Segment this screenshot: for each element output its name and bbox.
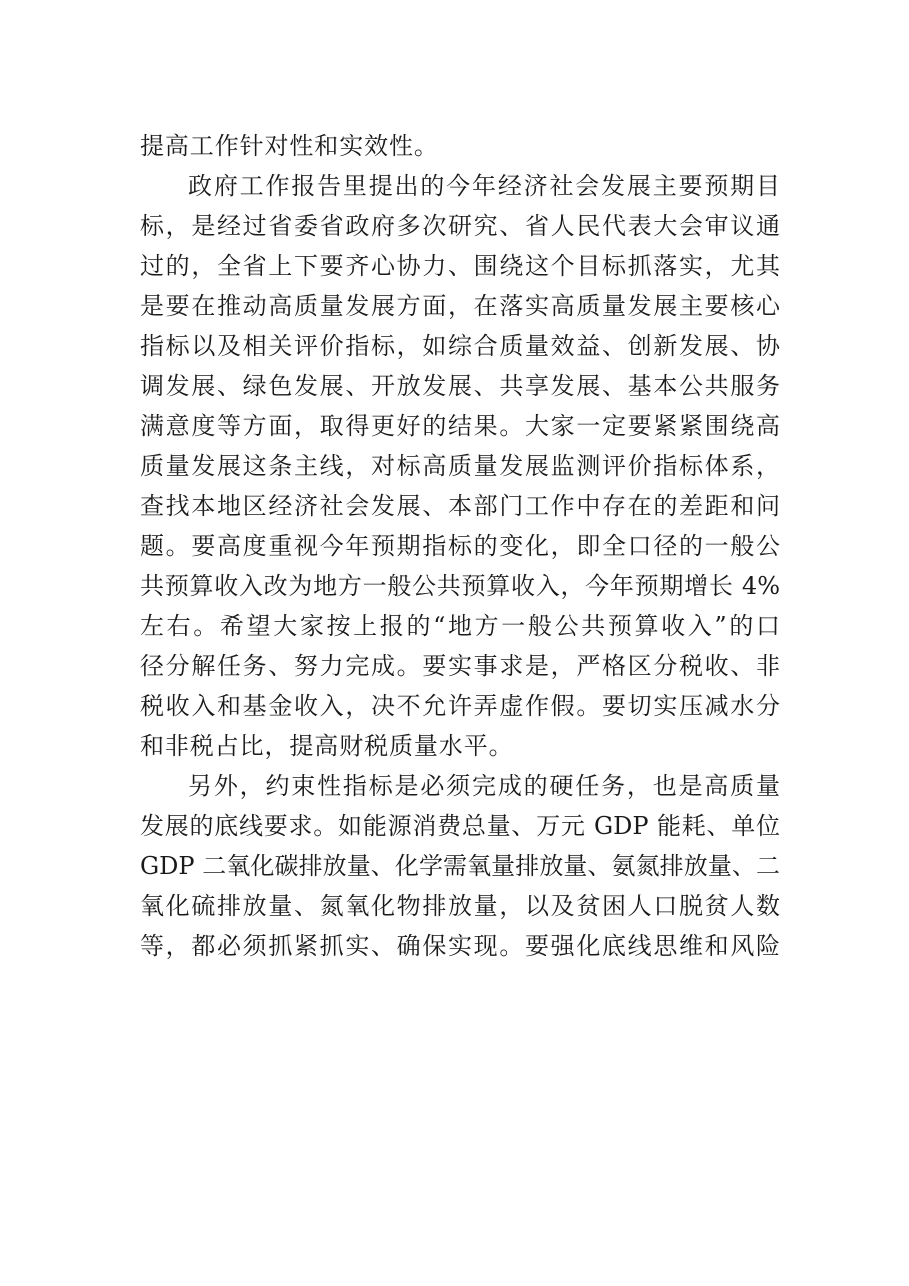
document-body: [140, 126, 780, 966]
text-line: 调发展、绿色发展、开放发展、共享发展、基本公共服务: [140, 372, 780, 400]
text-line: 标，是经过省委省政府多次研究、省人民代表大会审议通: [140, 212, 780, 240]
text-line: 满意度等方面，取得更好的结果。大家一定要紧紧围绕高: [140, 412, 780, 440]
text-line: 质量发展这条主线，对标高质量发展监测评价指标体系，: [140, 452, 780, 480]
text-line: 等，都必须抓紧抓实、确保实现。要强化底线思维和风险: [140, 932, 780, 960]
text-line: 税收入和基金收入，决不允许弄虚作假。要切实压减水分: [140, 692, 780, 720]
text-line: 和非税占比，提高财税质量水平。: [140, 732, 514, 760]
text-line: 径分解任务、努力完成。要实事求是，严格区分税收、非: [140, 652, 780, 680]
text-line: GDP 二氧化碳排放量、化学需氧量排放量、氨氮排放量、二: [140, 852, 780, 880]
text-line: 提高工作针对性和实效性。: [140, 132, 439, 160]
text-line: 题。要高度重视今年预期指标的变化，即全口径的一般公: [140, 532, 780, 560]
text-line: 左右。希望大家按上报的“地方一般公共预算收入”的口: [140, 612, 780, 640]
text-line: 查找本地区经济社会发展、本部门工作中存在的差距和问: [140, 492, 780, 520]
text-line: 氧化硫排放量、氮氧化物排放量，以及贫困人口脱贫人数: [140, 892, 780, 920]
text-line: 共预算收入改为地方一般公共预算收入，今年预期增长 4%: [140, 572, 780, 600]
text-line: 政府工作报告里提出的今年经济社会发展主要预期目: [188, 172, 780, 200]
text-line: 发展的底线要求。如能源消费总量、万元 GDP 能耗、单位: [140, 812, 780, 840]
text-line: 过的，全省上下要齐心协力、围绕这个目标抓落实，尤其: [140, 252, 780, 280]
text-line: 另外，约束性指标是必须完成的硬任务，也是高质量: [188, 772, 780, 800]
text-line: 指标以及相关评价指标，如综合质量效益、创新发展、协: [140, 332, 780, 360]
text-line: 是要在推动高质量发展方面，在落实高质量发展主要核心: [140, 292, 780, 320]
